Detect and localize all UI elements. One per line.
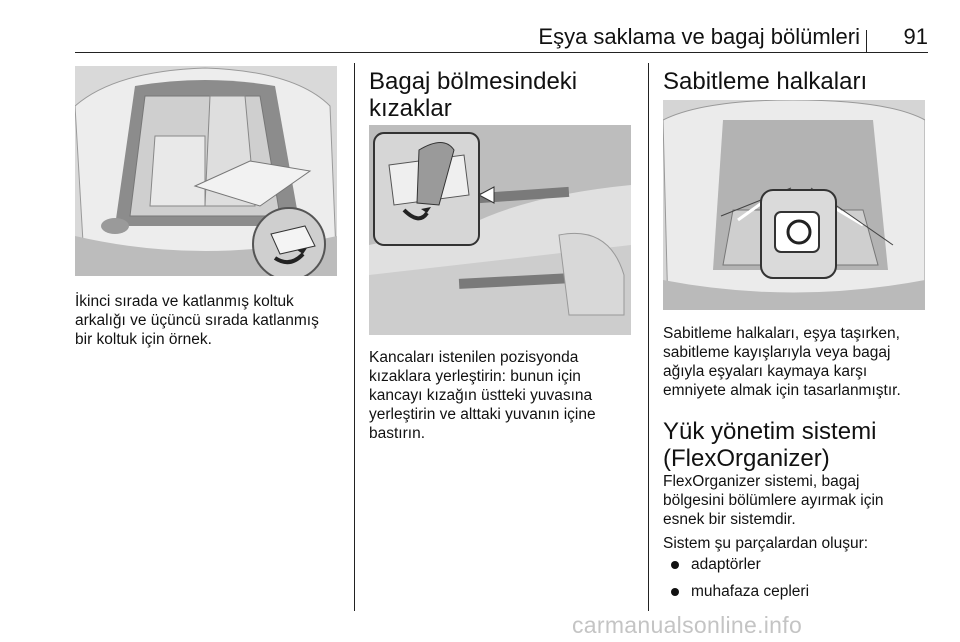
header-rule	[75, 52, 928, 53]
column-divider-2	[648, 63, 649, 611]
running-header-title: Eşya saklama ve bagaj bölümleri	[538, 24, 860, 49]
system-parts-intro: Sistem şu parçalardan oluşur:	[663, 535, 869, 552]
folded-seats-illustration	[75, 66, 337, 276]
bullet-icon	[671, 561, 679, 569]
lashing-eyes-description: Sabitleme halkaları, eşya taşırken, sabitleme kayışlarıyla veya bagaj ağıyla eşyaları kaymaya karşı emniyete almak için tasarlanmıştır.	[663, 325, 901, 399]
section-heading-rails-hooks: Bagaj bölmesindeki kızaklar	[369, 68, 578, 122]
system-parts-list	[663, 555, 933, 609]
list-item-label: muhafaza cepleri	[691, 583, 810, 600]
list-item	[663, 555, 933, 582]
list-item-label: adaptörler	[691, 556, 761, 573]
rail-hook-instructions: Kancaları istenilen pozisyonda kızaklara yerleştirin: bunun için kancayı kızağın üstteki yuvasına yerleştirin ve alttaki yuvanın içine bastırın.	[369, 349, 596, 442]
section-heading-flexorganizer: Yük yönetim sistemi (FlexOrganizer)	[663, 418, 877, 472]
header-divider	[866, 30, 867, 52]
watermark: carmanualsonline.info	[572, 612, 803, 638]
figure-caption: İkinci sırada ve katlanmış koltuk arkalığı ve üçüncü sırada katlanmış bir koltuk için örnek.	[75, 293, 319, 348]
section-heading-lashing-eyes: Sabitleme halkaları	[663, 68, 868, 95]
list-item	[663, 582, 933, 609]
page-number: 91	[903, 24, 928, 49]
flexorganizer-description: FlexOrganizer sistemi, bagaj bölgesini bölümlere ayırmak için esnek bir sistemdir.	[663, 473, 884, 528]
bullet-icon	[671, 588, 679, 596]
column-divider-1	[354, 63, 355, 611]
rail-hook-illustration	[369, 125, 631, 335]
lashing-eyes-illustration	[663, 100, 925, 310]
